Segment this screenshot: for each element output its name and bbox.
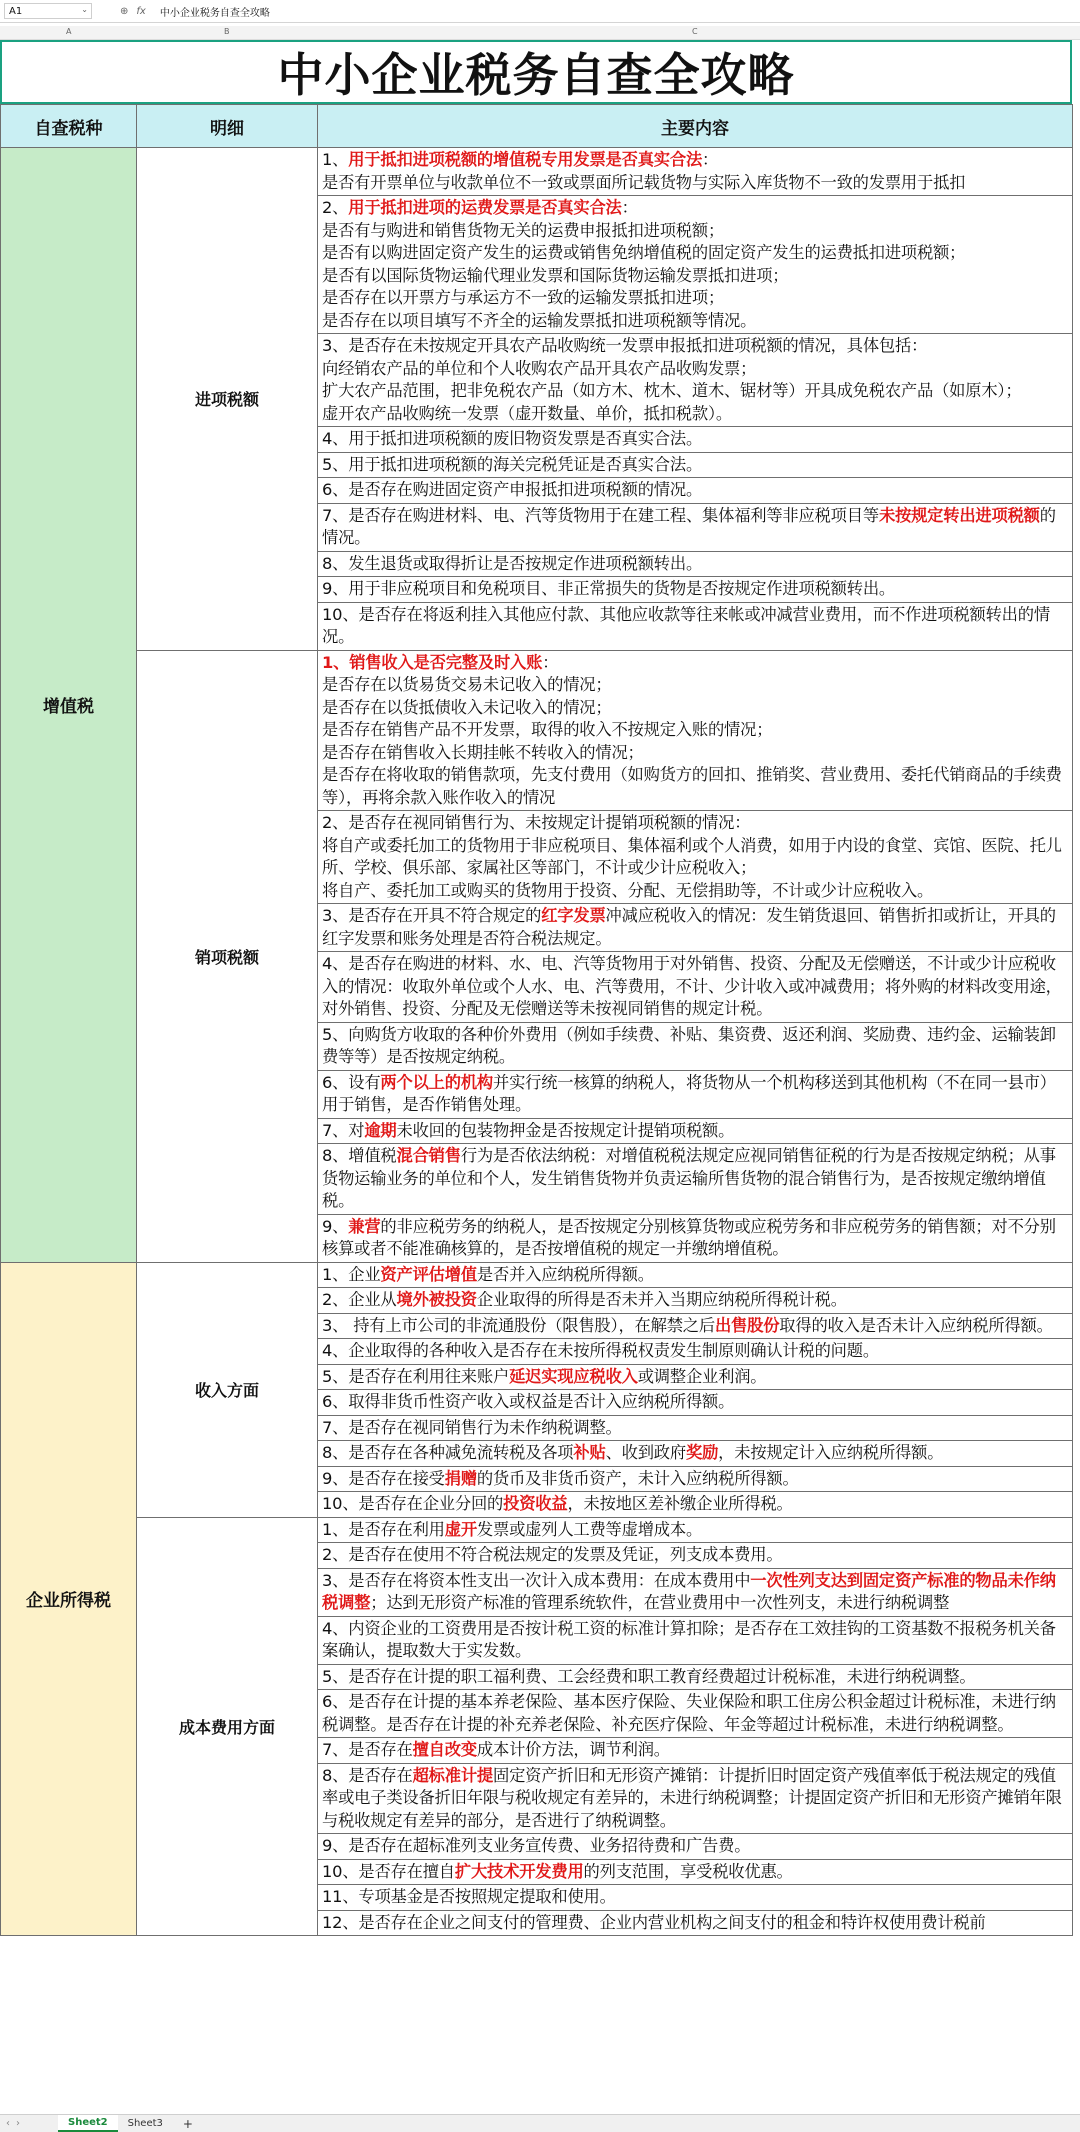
content-cell[interactable] (318, 1738, 1073, 1764)
content-cell[interactable] (318, 904, 1073, 952)
content-text: 2、是否存在使用不符合税法规定的发票及凭证，列支成本费用。 (322, 1545, 783, 1564)
content-cell[interactable] (318, 1517, 1073, 1543)
content-text: 未收回的包装物押金是否按规定计提销项税额。 (396, 1120, 735, 1140)
highlighted-text: 红字发票 (541, 906, 606, 925)
content-text: 2、是否存在视同销售行为、未按规定计提销项税额的情况： 将自产或委托加工的货物用于非应税项目、集体福利或个人消费，如用于内设的食堂、宾馆、医院、托儿所、学校、俱乐部、家属社区等部门，不计或少计应税收入； 将自产、委托加工或购买的货物用于投资、分配、无偿捐助等，不计或少计应税收入。 (322, 813, 1062, 900)
table-row (1, 1517, 1073, 1543)
content-text: 12、是否存在企业之间支付的管理费、企业内营业机构之间支付的租金和特许权使用费计税前 (322, 1912, 986, 1932)
content-text: ： 是否有开票单位与收款单位不一致或票面所记载货物与实际入库货物不一致的发票用于抵扣 (322, 150, 966, 192)
highlighted-text: 擅自改变 (412, 1740, 477, 1759)
column-headers (0, 26, 1080, 40)
content-cell[interactable] (318, 1885, 1073, 1911)
content-cell[interactable] (318, 1690, 1073, 1738)
cell-ref: A1 (9, 5, 23, 17)
content-cell[interactable] (318, 427, 1073, 453)
content-text: 9、 (322, 1216, 349, 1236)
table-row (1, 148, 1073, 196)
content-cell[interactable] (318, 1022, 1073, 1070)
content-cell[interactable] (318, 334, 1073, 427)
content-text: 10、是否存在擅自 (322, 1861, 455, 1881)
content-text: 5、是否存在计提的职工福利费、工会经费和职工教育经费超过计税标准，未进行纳税调整。 (322, 1666, 976, 1686)
content-cell[interactable] (318, 1441, 1073, 1467)
highlighted-text: 投资收益 (503, 1494, 568, 1513)
content-cell[interactable] (318, 1364, 1073, 1390)
name-box[interactable] (4, 3, 92, 19)
tax-category-cell[interactable]: 增值税 (1, 148, 137, 1263)
column-header-b[interactable]: B (224, 27, 230, 36)
content-cell[interactable] (318, 952, 1073, 1023)
content-cell[interactable] (318, 1214, 1073, 1262)
content-cell[interactable] (318, 148, 1073, 196)
content-text: 8、是否存在 (322, 1765, 413, 1785)
content-text: ： 是否有与购进和销售货物无关的运费申报抵扣进项税额； 是否有以购进固定资产发生的运费或销售免纳增值税的固定资产发生的运费抵扣进项税额； 是否有以国际货物运输代理业发票和国际货物运输发票抵扣进项； 是否存在以开票方与承运方不一致的运输发票抵扣进项； 是否存在以项目填写不齐全的运输发票抵扣进项税额等情况。 (322, 198, 966, 330)
content-cell[interactable] (318, 503, 1073, 551)
highlighted-text: 1、销售收入是否完整及时入账 (322, 652, 543, 672)
page-title[interactable]: 中小企业税务自查全攻略 (0, 40, 1072, 104)
detail-cell[interactable]: 销项税额 (137, 650, 318, 1262)
content-text: 3、是否存在开具不符合规定的 (322, 906, 542, 925)
content-text: ，未按规定计入应纳税所得额。 (718, 1443, 944, 1462)
highlighted-text: 未按规定转出进项税额 (878, 505, 1040, 525)
content-text: 4、内资企业的工资费用是否按计税工资的标准计算扣除；是否存在工效挂钩的工资基数不报税务机关备案确认，提取数大于实发数。 (322, 1618, 1056, 1660)
table-header-row (1, 105, 1073, 148)
content-text: 成本计价方法，调节利润。 (476, 1740, 670, 1759)
content-text: 6、是否存在计提的基本养老保险、基本医疗保险、失业保险和职工住房公积金超过计税标准，未进行纳税调整。是否存在计提的补充养老保险、补充医疗保险、年金等超过计税标准，未进行纳税调整。 (322, 1692, 1056, 1734)
content-cell[interactable] (318, 577, 1073, 603)
content-text: 固定资产折旧和无形资产摊销：计提折旧时固定资产残值率低于税法规定的残值率或电子类设备折旧年限与税收规定有差异的，未进行纳税调整；计提固定资产折旧和无形资产摊销年限与税收规定有差异的部分，是否进行了纳税调整。 (322, 1765, 1062, 1830)
content-text: 4、是否存在购进的材料、水、电、汽等货物用于对外销售、投资、分配及无偿赠送，不计或少计应税收入的情况：收取外单位或个人水、电、汽等费用，不计、少计收入或冲减费用；将外购的材料改变用途，对外销售、投资、分配及无偿赠送等未按视同销售的规定计税。 (322, 954, 1062, 1018)
highlighted-text: 资产评估增值 (380, 1264, 477, 1284)
content-text: 5、是否存在利用往来账户 (322, 1366, 510, 1386)
content-text: 2、 (322, 198, 349, 217)
header-tax-type[interactable]: 自查税种 (1, 105, 137, 148)
fx-label[interactable]: fx (136, 5, 146, 17)
sheet-tab[interactable]: Sheet3 (127, 2118, 163, 2129)
content-text: 6、取得非货币性资产收入或权益是否计入应纳税所得额。 (322, 1392, 735, 1411)
highlighted-text: 境外被投资 (396, 1290, 477, 1309)
content-text: 的非应税劳务的纳税人，是否按规定分别核算货物或应税劳务和非应税劳务的销售额；对不分别核算或者不能准确核算的，是否按增值税的规定一并缴纳增值税。 (322, 1216, 1056, 1258)
content-cell[interactable] (318, 1910, 1073, 1936)
header-content[interactable]: 主要内容 (318, 105, 1073, 148)
content-text: 7、是否存在购进材料、电、汽等货物用于在建工程、集体福利等非应税项目等 (322, 505, 879, 525)
content-text: 或调整企业利润。 (637, 1366, 767, 1386)
content-text: 2、企业从 (322, 1290, 397, 1309)
content-cell[interactable] (318, 551, 1073, 577)
formula-content[interactable]: 中小企业税务自查全攻略 (159, 7, 270, 19)
add-sheet-button[interactable]: + (182, 2116, 193, 2131)
detail-cell[interactable]: 收入方面 (137, 1262, 318, 1517)
content-text: 的货币及非货币资产，未计入应纳税所得额。 (476, 1468, 799, 1488)
highlighted-text: 兼营 (348, 1216, 381, 1236)
content-text: 6、是否存在购进固定资产申报抵扣进项税额的情况。 (322, 480, 703, 499)
highlighted-text: 奖励 (685, 1443, 719, 1462)
content-text: 7、是否存在视同销售行为未作纳税调整。 (322, 1417, 622, 1437)
column-header-a[interactable]: A (66, 27, 72, 36)
content-cell[interactable] (318, 1262, 1073, 1288)
content-text: 的情况。 (322, 505, 1056, 547)
content-cell[interactable] (318, 1415, 1073, 1441)
highlighted-text: 用于抵扣进项税额的增值税专用发票是否真实合法 (348, 150, 703, 169)
content-text: 的列支范围，享受税收优惠。 (583, 1861, 793, 1881)
sheet-tab-active[interactable]: Sheet2 (58, 2115, 118, 2132)
content-text: 11、专项基金是否按照规定提取和使用。 (322, 1887, 616, 1906)
content-cell[interactable] (318, 1339, 1073, 1365)
content-cell[interactable] (318, 1543, 1073, 1569)
highlighted-text: 延迟实现应税收入 (509, 1366, 638, 1386)
content-cell[interactable] (318, 1834, 1073, 1860)
content-text: 5、用于抵扣进项税额的海关完税凭证是否真实合法。 (322, 454, 703, 474)
content-text: 7、是否存在 (322, 1740, 413, 1759)
content-cell[interactable] (318, 1144, 1073, 1215)
content-cell[interactable] (318, 1859, 1073, 1885)
detail-cell[interactable]: 成本费用方面 (137, 1517, 318, 1936)
content-cell[interactable] (318, 1118, 1073, 1144)
content-cell[interactable] (318, 1390, 1073, 1416)
highlighted-text: 扩大技术开发费用 (454, 1861, 584, 1881)
content-text: 4、用于抵扣进项税额的废旧物资发票是否真实合法。 (322, 429, 703, 448)
content-text: ；达到无形资产标准的管理系统软件，在营业费用中一次性列支，未进行纳税调整 (370, 1593, 950, 1612)
header-detail[interactable]: 明细 (137, 105, 318, 148)
content-cell[interactable] (318, 811, 1073, 904)
content-text: 6、设有 (322, 1072, 381, 1092)
content-cell[interactable] (318, 1466, 1073, 1492)
content-text: 5、向购货方收取的各种价外费用（例如手续费、补贴、集资费、返还利润、奖励费、违约金、运输装卸费等等）是否按规定纳税。 (322, 1024, 1056, 1066)
content-cell[interactable] (318, 650, 1073, 811)
content-cell[interactable] (318, 478, 1073, 504)
content-text: 3、是否存在将资本性支出一次计入成本费用：在成本费用中 (322, 1570, 751, 1590)
highlighted-text: 补贴 (573, 1443, 606, 1462)
content-text: 8、增值税 (322, 1146, 397, 1165)
content-text: 10、是否存在将返利挂入其他应付款、其他应收款等往来帐或冲减营业费用，而不作进项税额转出的情况。 (322, 604, 1050, 646)
highlighted-text: 一次性列支达到固定资产标准的物品未作纳税调整 (322, 1570, 1056, 1612)
content-cell[interactable] (318, 1070, 1073, 1118)
highlighted-text: 混合销售 (396, 1146, 461, 1165)
sheet-nav-arrows-icon[interactable]: ‹› (6, 2118, 26, 2129)
content-text: 、收到政府 (605, 1443, 686, 1462)
highlighted-text: 两个以上的机构 (380, 1072, 493, 1092)
audit-table (0, 104, 1073, 1936)
sheet-tab-bar (0, 2114, 1080, 2132)
highlighted-text: 捐赠 (444, 1468, 477, 1488)
content-text: 8、是否存在各种减免流转税及各项 (322, 1443, 574, 1462)
content-text: 1、是否存在利用 (322, 1519, 445, 1539)
content-text: 7、对 (322, 1120, 365, 1140)
content-text: ，未按地区差补缴企业所得税。 (567, 1494, 793, 1513)
content-cell[interactable] (318, 1763, 1073, 1834)
highlighted-text: 出售股份 (714, 1315, 780, 1335)
content-text: 是否并入应纳税所得额。 (476, 1264, 654, 1284)
formula-bar (0, 0, 1080, 23)
column-header-c[interactable]: C (692, 27, 698, 36)
content-cell[interactable] (318, 1616, 1073, 1664)
content-text: ： 是否存在以货易货交易未记收入的情况； 是否存在以货抵债收入未记收入的情况； 是否存在销售产品不开发票，取得的收入不按规定入账的情况； 是否存在销售收入长期挂帐不转收入的情况； 是否存在将收取的销售款项，先支付费用（如购货方的回扣、推销奖、营业费用、委托代销商品的手续费等），再将余款入账作收入的情况 (322, 652, 1062, 807)
content-text: 发票或虚列人工费等虚增成本。 (476, 1519, 703, 1539)
content-text: 9、是否存在超标准列支业务宣传费、业务招待费和广告费。 (322, 1836, 751, 1855)
content-text: 并实行统一核算的纳税人，将货物从一个机构移送到其他机构（不在同一县市）用于销售，是否作销售处理。 (322, 1072, 1056, 1114)
detail-cell[interactable]: 进项税额 (137, 148, 318, 651)
content-text: 1、企业 (322, 1264, 381, 1284)
content-cell[interactable] (318, 196, 1073, 334)
highlighted-text: 用于抵扣进项的运费发票是否真实合法 (348, 198, 622, 217)
content-cell[interactable] (318, 452, 1073, 478)
content-text: 9、用于非应税项目和免税项目、非正常损失的货物是否按规定作进项税额转出。 (322, 579, 896, 598)
content-cell[interactable] (318, 1313, 1073, 1339)
content-text: 冲减应税收入的情况：发生销货退回、销售折扣或折让，开具的红字发票和账务处理是否符合税法规定。 (322, 906, 1056, 948)
highlighted-text: 虚开 (444, 1519, 477, 1539)
content-text: 企业取得的所得是否未并入当期应纳税所得税计税。 (476, 1290, 847, 1309)
zoom-icon[interactable]: ⊕ (120, 5, 129, 17)
content-text: 3、 持有上市公司的非流通股份（限售股），在解禁之后 (322, 1315, 715, 1335)
chevron-down-icon[interactable]: ⌄ (81, 5, 88, 14)
content-text: 行为是否依法纳税：对增值税税法规定应视同销售征税的行为是否按规定纳税；从事货物运输业务的单位和个人，发生销售货物并负责运输所售货物的混合销售行为，是否按规定缴纳增值税。 (322, 1146, 1056, 1210)
content-text: 1、 (322, 150, 349, 169)
content-text: 8、发生退货或取得折让是否按规定作进项税额转出。 (322, 553, 703, 573)
content-text: 取得的收入是否未计入应纳税所得额。 (779, 1315, 1053, 1335)
content-cell[interactable] (318, 1568, 1073, 1616)
content-text: 3、是否存在未按规定开具农产品收购统一发票申报抵扣进项税额的情况，具体包括： 向经销农产品的单位和个人收购农产品开具农产品收购发票； 扩大农产品范围，把非免税农产品（如方木、枕木、道木、锯材等）开具成免税农产品（如原木）； 虚开农产品收购统一发票（虚开数量、单价，抵扣税款）。 (322, 336, 1022, 423)
content-text: 9、是否存在接受 (322, 1468, 445, 1488)
content-cell[interactable] (318, 602, 1073, 650)
table-row (1, 1262, 1073, 1288)
table-body (1, 148, 1073, 1936)
table-row (1, 650, 1073, 811)
content-cell[interactable] (318, 1492, 1073, 1518)
tax-category-cell[interactable]: 企业所得税 (1, 1262, 137, 1936)
content-text: 10、是否存在企业分回的 (322, 1494, 504, 1513)
content-cell[interactable] (318, 1664, 1073, 1690)
highlighted-text: 超标准计提 (412, 1765, 493, 1785)
content-cell[interactable] (318, 1288, 1073, 1314)
content-text: 4、企业取得的各种收入是否存在未按所得税权责发生制原则确认计税的问题。 (322, 1341, 879, 1360)
highlighted-text: 逾期 (364, 1120, 397, 1140)
